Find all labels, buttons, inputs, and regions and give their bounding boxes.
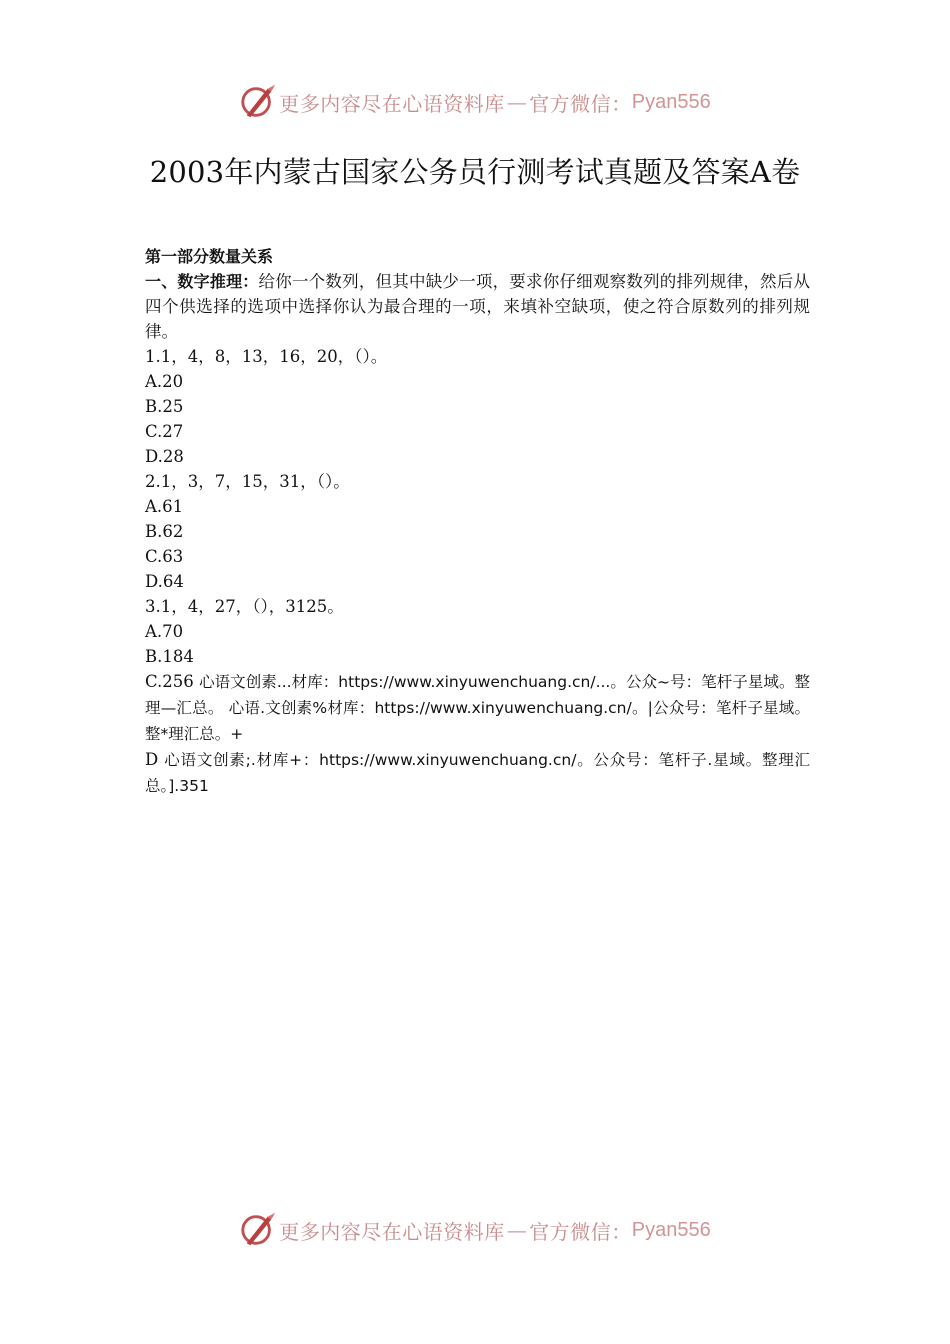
question-stem: 1.1，4，8，13，16，20，（）。: [145, 347, 388, 366]
answer-option-prefix: D: [145, 750, 159, 769]
watermark-separator: —: [506, 1218, 528, 1242]
watermark-wechat-label: 官方微信：: [529, 1219, 632, 1244]
answer-option: A.20: [145, 372, 184, 391]
watermark-banner-bottom: [0, 1210, 950, 1250]
question-stem: 2.1，3，7，15，31，（）。: [145, 472, 350, 491]
answer-option: D.28: [145, 447, 184, 466]
instructions-text: 给你一个数列，但其中缺少一项，要求你仔细观察数列的排列规律，然后从四个供选择的选项中选择你认为最合理的一项，来填补空缺项，使之符合原数列的排列规律。: [145, 272, 810, 341]
section-heading: 第一部分数量关系: [145, 247, 274, 266]
watermark-text: 更多内容尽在心语资料库: [279, 1219, 505, 1244]
watermark-noise-text: 心语文创素;.材库+：https://www.xinyuwenchuang.cn/。公众号：笔杆子.星域。整理汇总。].351: [145, 751, 810, 795]
question-stem: 3.1，4，27，（），3125。: [145, 597, 344, 616]
watermark-wechat-label: 官方微信：: [529, 91, 632, 116]
instructions-paragraph: [145, 269, 810, 344]
watermark-text: 更多内容尽在心语资料库: [279, 91, 505, 116]
instructions-label: 一、数字推理：: [145, 272, 259, 291]
page-title: 2003年内蒙古国家公务员行测考试真题及答案A卷: [149, 155, 801, 189]
answer-option: C.63: [145, 547, 184, 566]
quill-logo-icon: [239, 83, 277, 121]
watermark-separator: —: [506, 90, 528, 114]
answer-option-d-with-noise: [145, 747, 810, 799]
answer-option: B.25: [145, 397, 184, 416]
quill-logo-icon: [239, 1211, 277, 1249]
watermark-banner-top: [0, 82, 950, 122]
answer-option: D.64: [145, 572, 184, 591]
answer-option-c-with-noise: [145, 669, 810, 747]
answer-option-prefix: C.256: [145, 672, 194, 691]
answer-option: A.70: [145, 622, 184, 641]
answer-option: C.27: [145, 422, 184, 441]
watermark-noise-text: 心语文创素...材库：https://www.xinyuwenchuang.cn/...。公众~号：笔杆子星域。整理—汇总。 心语.文创素%材库：https://www.xinyuwenchuang.cn/。|公众号：笔杆子星域。整*理汇总。+: [145, 673, 810, 743]
document-body: [145, 244, 810, 799]
answer-option: B.62: [145, 522, 184, 541]
watermark-wechat-id: Pyan556: [631, 90, 711, 113]
answer-option: A.61: [145, 497, 184, 516]
answer-option: B.184: [145, 647, 194, 666]
watermark-wechat-id: Pyan556: [631, 1218, 711, 1241]
